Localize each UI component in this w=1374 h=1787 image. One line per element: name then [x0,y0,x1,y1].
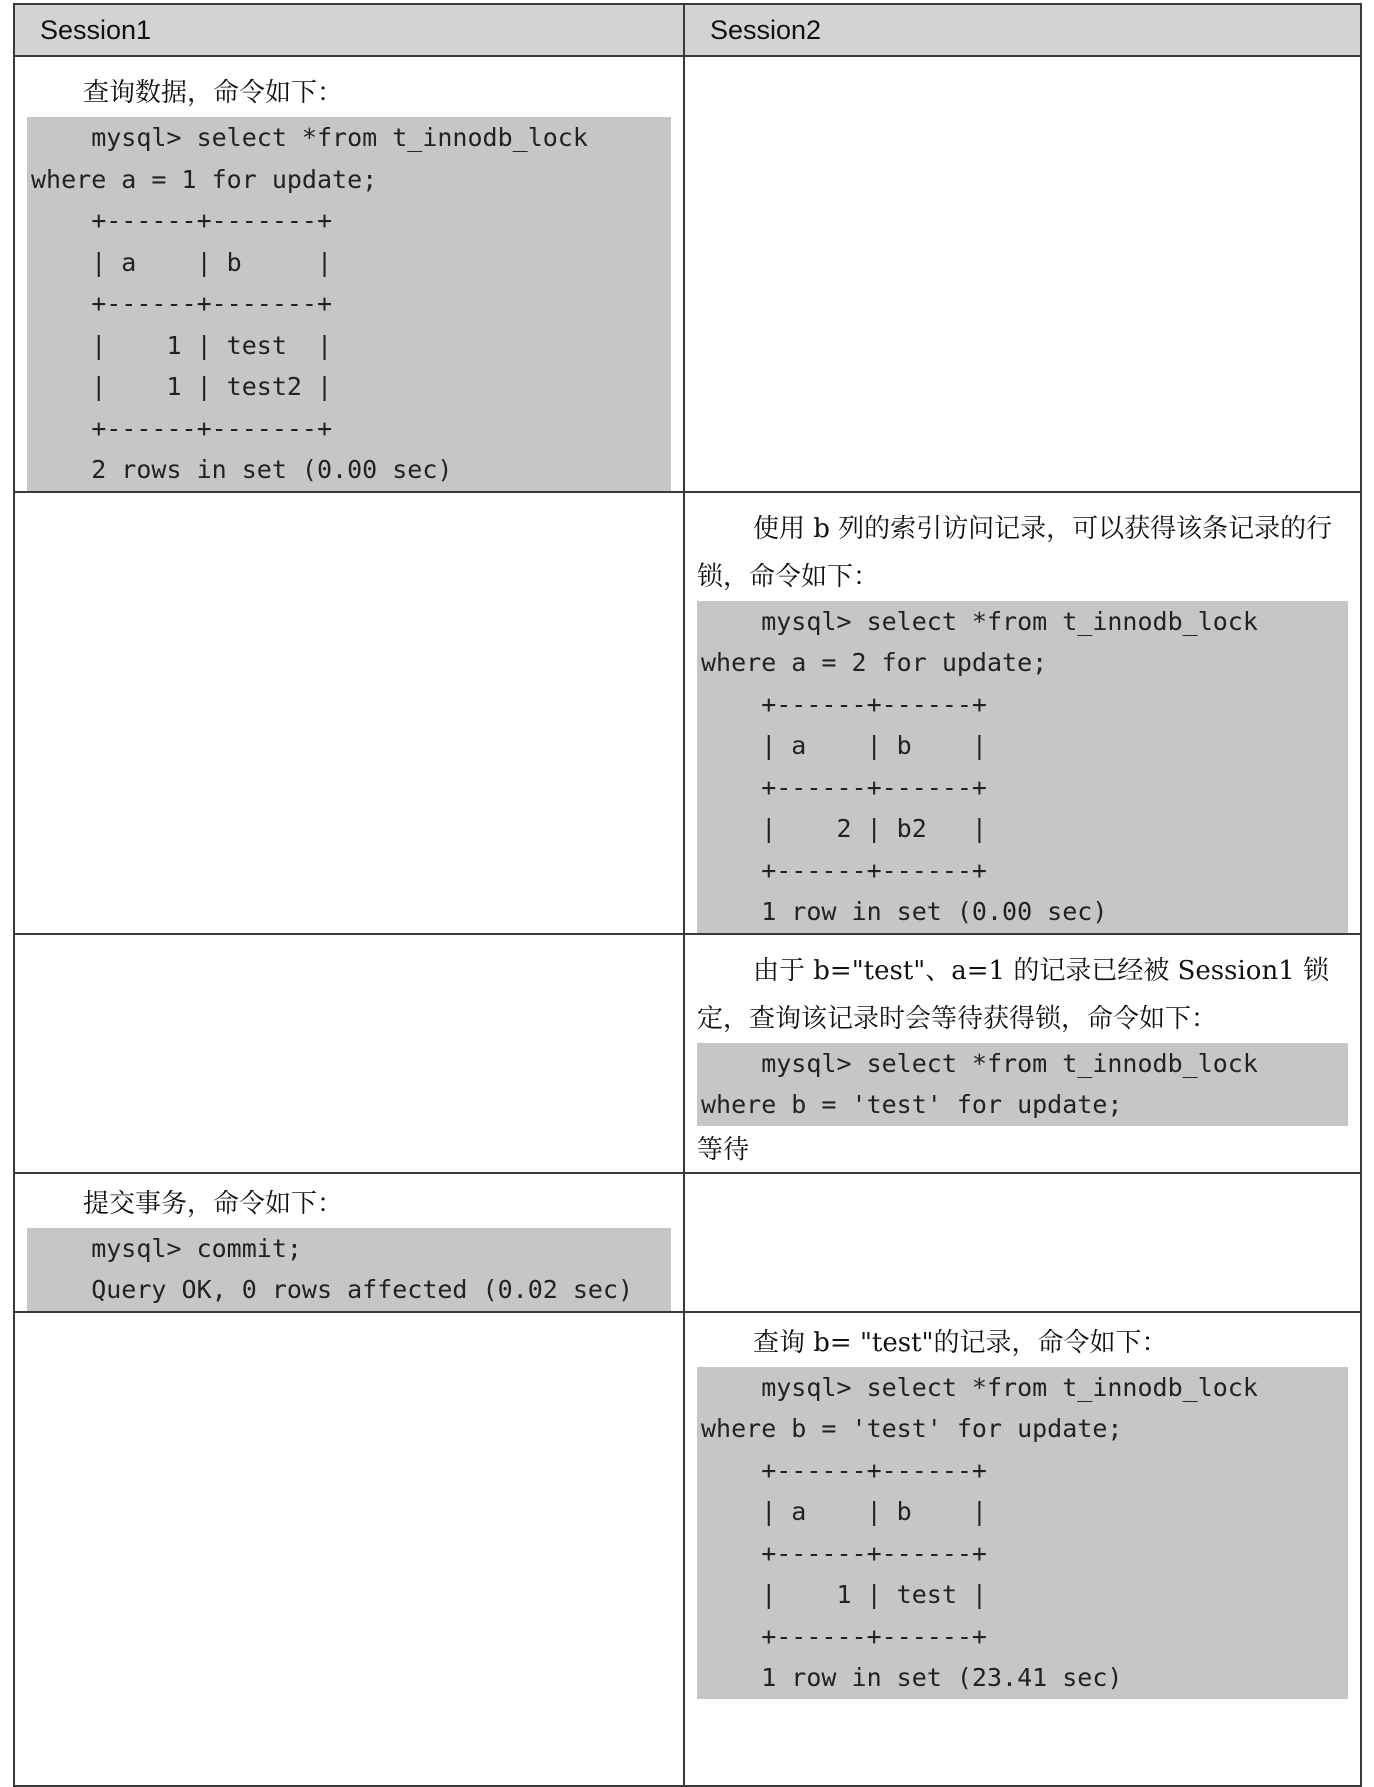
header-session2: Session2 [684,4,1361,56]
code-line: +------+-------+ [31,206,333,235]
code-line: mysql> select *from t_innodb_lock [31,123,588,152]
code-line: 2 rows in set (0.00 sec) [31,455,453,484]
code-line: mysql> select *from t_innodb_lock [701,1372,1258,1402]
code-line: +------+------+ [701,772,987,802]
code-line: where b = 'test' for update; [701,1090,1123,1119]
table-row [14,492,1361,934]
code-line: Query OK, 0 rows affected (0.02 sec) [31,1275,634,1304]
code-line: where b = 'test' for update; [701,1414,1123,1443]
code-line: +------+------+ [701,1538,987,1568]
row5-s2-description: 查询 b= "test"的记录，命令如下： [753,1327,1168,1358]
row1-session1-cell [14,56,684,492]
code-line: mysql> commit; [31,1233,302,1263]
row2-s2-description: 使用 b 列的索引访问记录，可以获得该条记录的行锁，命令如下： [697,513,1333,592]
row4-s1-code-block [27,1228,671,1311]
row3-s2-description: 由于 b="test"、a=1 的记录已经被 Session1 锁定，查询该记录时会等待获得锁，命令如下： [697,955,1329,1034]
code-line: mysql> select *from t_innodb_lock [701,606,1258,636]
table-row [14,56,1361,492]
row1-s1-description: 查询数据，命令如下： [83,78,344,108]
header-session1: Session1 [14,4,684,56]
row2-session2-cell [684,492,1361,934]
code-line: +------+------+ [701,855,987,885]
code-line: where a = 2 for update; [701,648,1048,677]
table-row [14,934,1361,1173]
row2-s2-code-block [697,601,1348,933]
row3-s2-code-block [697,1043,1348,1126]
table-row [14,1173,1361,1312]
row1-session2-cell [684,56,1361,492]
code-line: 1 row in set (23.41 sec) [701,1663,1123,1692]
code-line: | a | b | [31,247,333,277]
row2-session1-cell [14,492,684,934]
code-line: +------+------+ [701,689,987,719]
row5-session2-cell [684,1312,1361,1786]
code-line: | 1 | test | [701,1580,987,1609]
code-line: mysql> select *from t_innodb_lock [701,1048,1258,1078]
code-line: | a | b | [701,1497,987,1526]
code-line: | 2 | b2 | [701,814,987,843]
code-line: +------+-------+ [31,413,333,443]
row5-s2-code-block [697,1367,1348,1699]
table-header-row [14,4,1361,56]
row4-session2-cell [684,1173,1361,1312]
code-line: where a = 1 for update; [31,164,378,194]
row5-session1-cell [14,1312,684,1786]
code-line: | 1 | test | [31,330,333,360]
code-line: | a | b | [701,731,987,760]
row4-s1-description: 提交事务，命令如下： [83,1188,344,1219]
row4-session1-cell [14,1173,684,1312]
code-line: | 1 | test2 | [31,372,333,401]
row3-session2-cell [684,934,1361,1173]
code-line: +------+------+ [701,1621,987,1651]
row3-s2-waiting-note: 等待 [697,1134,750,1165]
code-line: +------+------+ [701,1455,987,1485]
session-comparison-table [13,3,1362,1787]
code-line: 1 row in set (0.00 sec) [701,897,1108,926]
row3-session1-cell [14,934,684,1173]
code-line: +------+-------+ [31,289,333,318]
table-row [14,1312,1361,1786]
row1-s1-code-block [27,117,671,491]
